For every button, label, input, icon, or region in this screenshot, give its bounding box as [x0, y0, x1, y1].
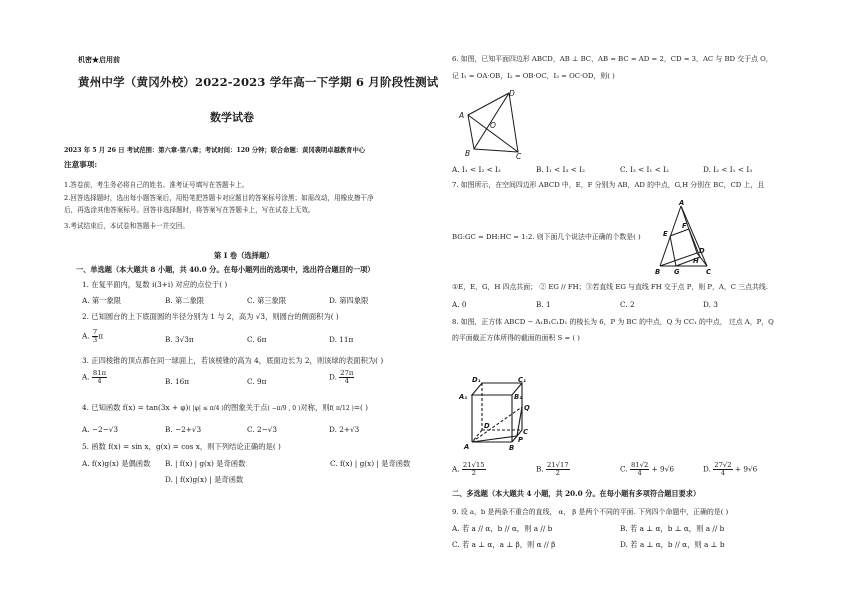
q8-stem-1: 8. 如图，正方体 ABCD − A₁B₁C₁D₁ 的棱长为 6，P 为 BC 的中点，Q 为 CC₁ 的中点， 过点 A，P，Q	[452, 318, 774, 326]
q2-option-a: A. $\frac{7}{3}$ π	[82, 328, 104, 344]
exam-title: 黄州中学（黄冈外校）2022-2023 学年高一下学期 6 月阶段性测试	[78, 75, 439, 89]
q8-label-d1: D₁	[472, 376, 481, 384]
q4-option-d: D. 2+√3	[329, 425, 360, 434]
note-3: 3.考试结束后，本试卷和答题卡一并交回。	[64, 222, 189, 230]
q6-label-o: O	[490, 121, 496, 130]
q5-option-d: D. | f(x)g(x) | 是奇函数	[165, 475, 244, 484]
q5-option-b: B. | f(x) | g(x) 是奇函数	[165, 459, 246, 468]
q6-label-a: A	[459, 111, 465, 120]
q1-option-b: B. 第二象限	[165, 296, 205, 305]
q4-option-a: A. −2−√3	[82, 425, 119, 434]
q7-label-e: E	[663, 230, 668, 238]
q8-label-c1: C₁	[518, 376, 526, 384]
q7-label-c: C	[706, 268, 711, 276]
note-1: 1.答卷前，考生务必将自己的姓名、准考证号填写在答题卡上。	[64, 181, 249, 189]
exam-meta: 2023 年 5 月 26 日 考试范围：第六章-第八章；考试时间：120 分钟；联合命题：黄冈袭明卓越教育中心	[64, 147, 366, 154]
q7-label-g: G	[674, 268, 680, 276]
section2-heading: 二、多选题（本大题共 4 小题，共 20.0 分。在每小题有多项符合题目要求）	[452, 489, 701, 498]
q7-stem-2: BG:GC = DH:HC = 1:2. 则下面几个说法中正确的个数是( )	[452, 233, 641, 241]
notes-heading: 注意事项:	[64, 160, 98, 169]
q8-label-b1: B₁	[514, 393, 523, 401]
q6-option-c: C. I₃ < I₁ < I₂	[620, 165, 669, 174]
q8-stem-2: 的平面截正方体所得的截面的面积 S = ( )	[452, 334, 580, 342]
q8-label-c: C	[523, 428, 528, 436]
q8-label-p: P	[518, 436, 523, 444]
q9-stem: 9. 设 a，b 是两条不重合的直线， α， β 是两个不同的平面. 下列四个命题中，正确的是( )	[452, 508, 729, 516]
q3-stem: 3. 正四棱锥的顶点都在同一球面上，若该棱锥的高为 4，底面边长为 2，则该球的表面积为( )	[82, 356, 384, 365]
q7-tetrahedron-figure	[653, 198, 713, 276]
q2-option-b: B. 3√3π	[165, 335, 194, 344]
q2-option-d: D. 11π	[329, 335, 354, 344]
q7-label-h: H	[693, 257, 699, 265]
q7-option-b: B. 1	[536, 300, 551, 309]
q1-stem: 1. 在复平面内，复数 i(3+i) 对应的点位于( )	[82, 280, 228, 289]
q6-quadrilateral-figure	[456, 88, 528, 160]
q8-option-c: C. $\frac{81√2}{4}$ + 9√6	[620, 461, 674, 477]
q5-stem: 5. 函数 f(x) = sin x，g(x) = cos x，则下列结论正确的是( )	[82, 442, 281, 451]
q6-option-d: D. I₂ < I₁ < I₃	[703, 165, 753, 174]
q9-option-b: B. 若 a ⊥ α，b ⊥ α，则 a // b	[620, 524, 725, 533]
note-2: 2.回答选择题时，选出每小题答案后，用铅笔把答题卡对应题目的答案标号涂黑；如需改动，用橡皮擦干净	[64, 194, 374, 202]
note-2-cont: 后，再选涂其他答案标号。回答非选择题时，将答案写在答题卡上，写在试卷上无效。	[64, 206, 315, 214]
q8-label-b: B	[509, 444, 515, 452]
q7-option-c: C. 2	[620, 300, 635, 309]
q9-option-d: D. 若 a ⊥ α，b // α，则 a ⊥ b	[620, 540, 725, 549]
q4-option-c: C. 2−√3	[247, 425, 278, 434]
q3-option-b: B. 16π	[165, 377, 190, 386]
q2-stem: 2. 已知圆台的上下底面圆的半径分别为 1 与 2，高为 √3，则圆台的侧面积为( )	[82, 312, 339, 321]
q8-label-a1: A₁	[459, 393, 468, 401]
q5-option-a: A. f(x)g(x) 是偶函数	[82, 459, 151, 468]
q6-label-d: D	[509, 89, 515, 98]
q9-option-a: A. 若 a // α，b // α，则 a // b	[452, 524, 553, 533]
q4-stem: 4. 已知函数 f(x) = tan(3x + φ)( |φ| ≤ π/4 )的图象关于点( −π/9 , 0 )对称，则f( π/12 )=( )	[82, 403, 369, 412]
q6-option-b: B. I₁ < I₃ < I₂	[536, 165, 585, 174]
q8-option-b: B. $\frac{21√17}{2}$	[536, 461, 569, 477]
q7-label-d: D	[699, 247, 705, 255]
q1-option-c: C. 第三象限	[247, 296, 287, 305]
q8-option-d: D. $\frac{27√2}{4}$ + 9√6	[703, 461, 758, 477]
q3-option-d: D. $\frac{27\pi}{4}$	[329, 369, 354, 385]
part1-title: 第 I 卷（选择题）	[214, 251, 274, 260]
q3-option-c: C. 9π	[247, 377, 267, 386]
q4-option-b: B. −2+√3	[165, 425, 202, 434]
section1-heading: 一、单选题（本大题共 8 小题，共 40.0 分。在每小题列出的选项中，选出符合题目的一项）	[76, 265, 375, 274]
q6-label-b: B	[465, 149, 471, 158]
exam-subject: 数学试卷	[210, 111, 254, 124]
q2-option-c: C. 6π	[247, 335, 267, 344]
q8-label-q: Q	[524, 404, 530, 412]
q6-label-c: C	[516, 152, 522, 160]
q7-option-d: D. 3	[703, 300, 718, 309]
q6-stem-1: 6. 如图，已知平面四边形 ABCD，AB ⊥ BC，AB = BC = AD = 2，CD = 3，AC 与 BD 交于点 O，	[452, 55, 773, 63]
q7-label-b: B	[655, 268, 661, 276]
q8-cube-figure	[454, 372, 534, 452]
q9-option-c: C. 若 a ⊥ α，a ⊥ β，则 α // β	[452, 540, 556, 549]
q8-option-a: A. $\frac{21√15}{2}$	[452, 461, 485, 477]
q7-statements: ①E，E，G，H 四点共面； ② EG // FH；③若直线 EG 与直线 FH 交于点 P，则 P，A，C 三点共线.	[452, 283, 768, 291]
q7-option-a: A. 0	[452, 300, 467, 309]
q5-option-c: C. f(x) | g(x) | 是奇函数	[330, 459, 411, 468]
q7-label-f: F	[682, 222, 687, 230]
q3-option-a: A. $\frac{81\pi}{4}$	[82, 369, 107, 385]
confidential-mark: 机密★启用前	[78, 55, 120, 64]
q1-option-a: A. 第一象限	[82, 296, 122, 305]
q8-label-d: D	[484, 422, 490, 430]
q6-stem-2: 记 I₁ = OA·OB，I₂ = OB·OC，I₃ = OC·OD，则( )	[452, 72, 615, 80]
q6-option-a: A. I₁ < I₂ < I₃	[452, 165, 501, 174]
q1-option-d: D. 第四象限	[329, 296, 369, 305]
q7-stem-1: 7. 如图所示，在空间四边形 ABCD 中，E，F 分别为 AB，AD 的中点，G,H 分别在 BC，CD 上，且	[452, 181, 765, 189]
q8-label-a: A	[464, 443, 470, 451]
q7-label-a: A	[679, 199, 685, 207]
